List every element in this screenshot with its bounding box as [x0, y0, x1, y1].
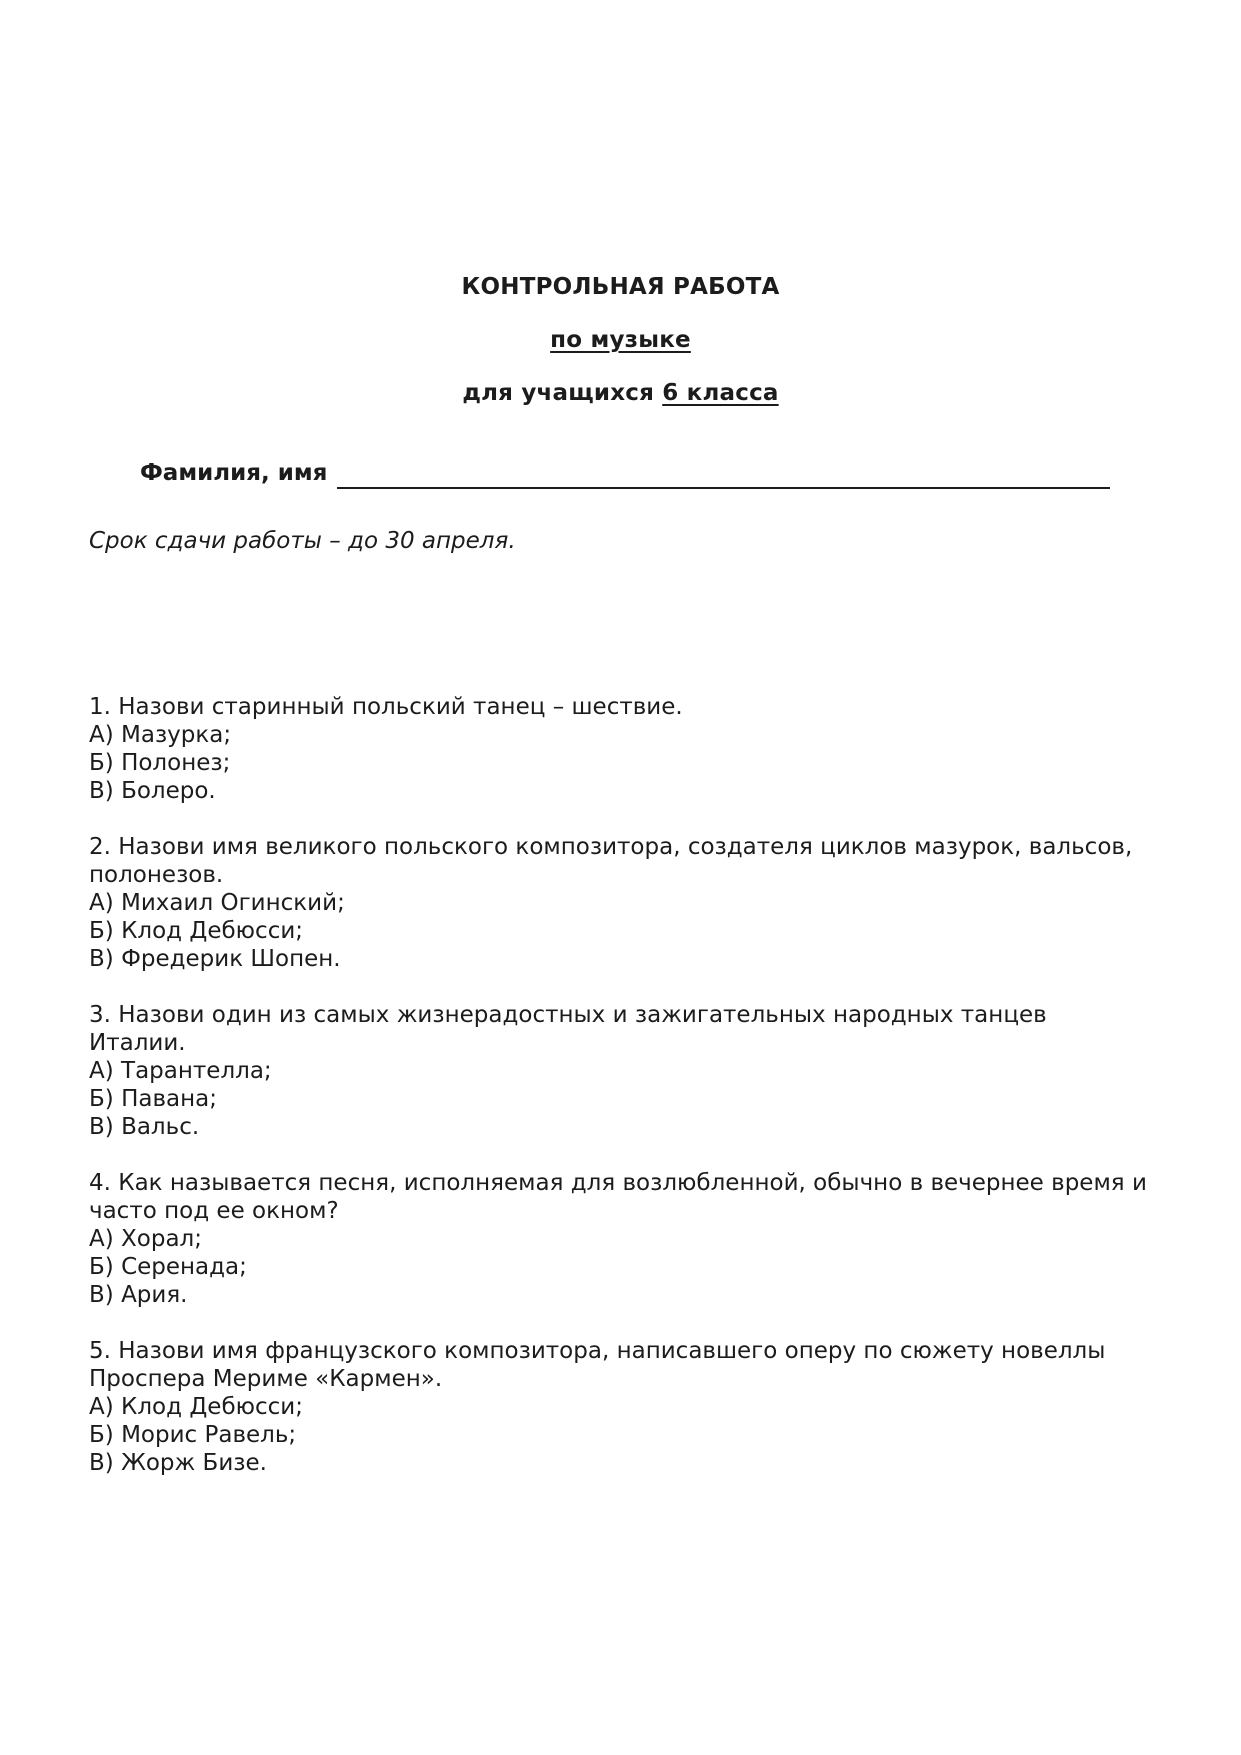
- grade-value: 6 класса: [662, 380, 779, 406]
- question-list: [89, 693, 1149, 1505]
- answer-option: В) Фредерик Шопен.: [89, 946, 341, 972]
- answer-option: В) Вальс.: [89, 1114, 200, 1140]
- question-5: [89, 1337, 1149, 1477]
- question-text: 5. Назови имя французского композитора, написавшего оперу по сюжету новеллы Проспера Мериме «Кармен».: [89, 1338, 1106, 1392]
- name-field-label: Фамилия, имя: [140, 460, 328, 486]
- question-text: 3. Назови один из самых жизнерадостных и зажигательных народных танцев Италии.: [89, 1002, 1047, 1056]
- answer-option: А) Мазурка;: [89, 722, 232, 748]
- question-1: [89, 693, 1149, 805]
- question-text: 1. Назови старинный польский танец – шествие.: [89, 694, 683, 720]
- answer-option: А) Клод Дебюсси;: [89, 1394, 303, 1420]
- question-2: [89, 833, 1149, 973]
- document-subject: [0, 327, 1241, 353]
- answer-option: Б) Морис Равель;: [89, 1422, 297, 1448]
- answer-option: Б) Павана;: [89, 1086, 217, 1112]
- answer-option: Б) Клод Дебюсси;: [89, 918, 304, 944]
- question-4: [89, 1169, 1149, 1309]
- subject-text: по музыке: [550, 327, 691, 353]
- answer-option: А) Тарантелла;: [89, 1058, 272, 1084]
- answer-option: В) Жорж Бизе.: [89, 1450, 267, 1476]
- answer-option: В) Болеро.: [89, 778, 216, 804]
- answer-option: Б) Полонез;: [89, 750, 231, 776]
- question-3: [89, 1001, 1149, 1141]
- question-text: 4. Как называется песня, исполняемая для возлюбленной, обычно в вечернее время и часто под ее окном?: [89, 1170, 1147, 1224]
- name-field: [140, 460, 1110, 492]
- answer-option: А) Михаил Огинский;: [89, 890, 345, 916]
- question-text: 2. Назови имя великого польского композитора, создателя циклов мазурок, вальсов, полонезов.: [89, 834, 1133, 888]
- answer-option: А) Хорал;: [89, 1226, 202, 1252]
- answer-option: Б) Серенада;: [89, 1254, 247, 1280]
- document-title: КОНТРОЛЬНАЯ РАБОТА: [461, 274, 780, 300]
- deadline-note: Срок сдачи работы – до 30 апреля.: [89, 528, 516, 554]
- answer-option: В) Ария.: [89, 1282, 188, 1308]
- document-grade: [0, 380, 1241, 406]
- name-answer-line: [337, 487, 1110, 489]
- grade-prefix: для учащихся: [462, 380, 663, 406]
